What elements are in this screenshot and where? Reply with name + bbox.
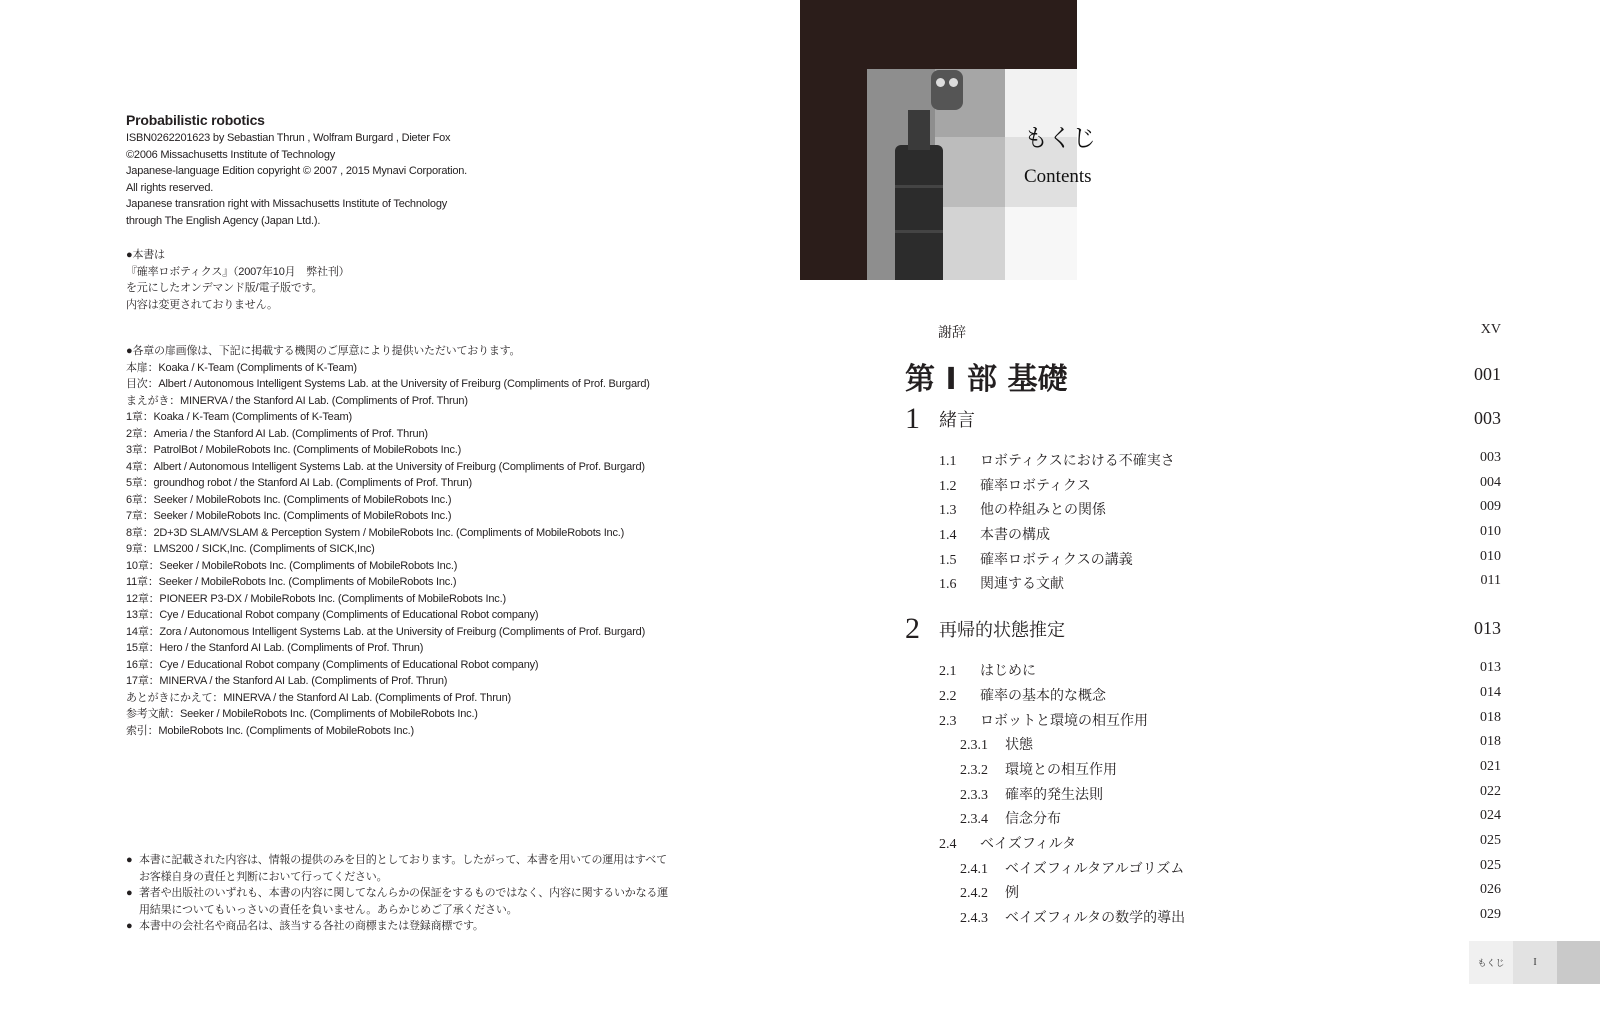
- credit-line: 2章：Ameria / the Stanford AI Lab. (Compliments of Prof. Thrun): [126, 427, 428, 440]
- credit-line: 15章：Hero / the Stanford AI Lab. (Compliments of Prof. Thrun): [126, 642, 424, 654]
- robot-head: [931, 70, 963, 110]
- toc-entry-page: 009: [1480, 499, 1501, 515]
- toc-entry-number: 2.3.1: [960, 738, 988, 754]
- credit-line: 6章：Seeker / MobileRobots Inc. (Compliments of MobileRobots Inc.): [126, 493, 452, 506]
- disclaimer-line: 本書中の会社名や商品名は、該当する各社の商標または登録商標です。: [139, 920, 484, 932]
- toc-part-page: 001: [1474, 364, 1501, 384]
- robot-body: [895, 145, 943, 280]
- page-footer-tab: [1469, 941, 1600, 984]
- book-title: Probabilistic robotics: [126, 112, 265, 128]
- disclaimer-item: [126, 918, 696, 935]
- image-credits: [126, 343, 650, 739]
- credit-line: 14章：Zora / Autonomous Intelligent Systems Lab. at the University of Freiburg (Compliments of Prof. Burgard): [126, 625, 646, 638]
- toc-entry-page: 014: [1480, 684, 1501, 700]
- toc-entry-number: 2.3.3: [960, 787, 988, 803]
- toc-entry-page: XV: [1480, 322, 1501, 337]
- robot-band: [895, 230, 943, 233]
- toc-entry-number: 1.3: [939, 503, 957, 519]
- toc-entry-title: ロボティクスにおける不確実さ: [980, 453, 1175, 469]
- toc-subsection[interactable]: [960, 808, 1501, 833]
- toc-entry-title: ベイズフィルタ: [980, 835, 1077, 852]
- toc-subsection[interactable]: [960, 882, 1501, 907]
- toc-subsection[interactable]: [960, 759, 1501, 784]
- notice-line: 内容は変更されておりません。: [126, 298, 278, 311]
- toc-part[interactable]: [905, 352, 1501, 400]
- credit-line: 本扉：Koaka / K-Team (Compliments of K-Team): [126, 361, 357, 374]
- toc-chapter-title: 緒言: [939, 410, 975, 431]
- toc-entry-title: ベイズフィルタアルゴリズム: [1005, 860, 1185, 877]
- toc-entry-number: 1.4: [939, 528, 957, 544]
- toc-entry-title: 状態: [1005, 737, 1033, 754]
- toc-section[interactable]: [939, 450, 1501, 475]
- toc-section[interactable]: [939, 475, 1501, 500]
- toc-entry-title: 確率の基本的な概念: [980, 687, 1106, 704]
- toc-entry-page: 021: [1480, 758, 1501, 774]
- robot-neck: [908, 110, 930, 150]
- toc-entry-number: 2.4.1: [960, 861, 988, 877]
- copyright-line: Japanese transration right with Missachusetts Institute of Technology: [126, 198, 448, 210]
- bullet-icon: ●: [126, 920, 133, 932]
- robot-band: [895, 185, 943, 188]
- toc-entry-title: 確率ロボティクス: [980, 477, 1091, 494]
- toc-entry-title: 謝辞: [938, 326, 966, 341]
- edition-notice: [126, 247, 349, 313]
- toc-chapter[interactable]: [905, 610, 1501, 648]
- toc-section[interactable]: [939, 573, 1501, 598]
- toc-entry-title: 信念分布: [1005, 811, 1061, 828]
- toc-section[interactable]: [939, 833, 1501, 858]
- toc-entry-page: 026: [1480, 882, 1501, 898]
- robot-eye: [949, 78, 958, 87]
- bullet-icon: ●: [126, 887, 133, 899]
- table-of-contents: [905, 322, 1501, 932]
- credit-line: 4章：Albert / Autonomous Intelligent Systems Lab. at the University of Freiburg (Compliments of Prof. Burgard): [126, 460, 645, 473]
- toc-entry-page: 025: [1480, 832, 1501, 848]
- copyright-line: through The English Agency (Japan Ltd.).: [126, 214, 321, 227]
- credit-line: 5章：groundhog robot / the Stanford AI Lab. (Compliments of Prof. Thrun): [126, 477, 472, 489]
- credit-line: 8章：2D+3D SLAM/VSLAM & Perception System / MobileRobots Inc. (Compliments of MobileRobots Inc.): [126, 526, 625, 539]
- toc-chapter[interactable]: [905, 400, 1501, 438]
- toc-entry-page: 018: [1480, 734, 1501, 750]
- toc-entry-title: 例: [1005, 885, 1019, 902]
- notice-line: ●本書は: [126, 249, 165, 261]
- notice-line: を元にしたオンデマンド版/電子版です。: [126, 282, 323, 294]
- credit-line: 参考文献：Seeker / MobileRobots Inc. (Compliments of MobileRobots Inc.): [126, 708, 478, 720]
- credit-line: まえがき：MINERVA / the Stanford AI Lab. (Compliments of Prof. Thrun): [126, 394, 468, 407]
- toc-entry-page: 013: [1480, 660, 1501, 676]
- credit-line: 目次：Albert / Autonomous Intelligent Systems Lab. at the University of Freiburg (Compliments of Prof. Burgard): [126, 378, 650, 390]
- toc-entry-title: 確率的発生法則: [1005, 786, 1103, 803]
- toc-section[interactable]: [939, 524, 1501, 549]
- credit-line: 11章：Seeker / MobileRobots Inc. (Compliments of MobileRobots Inc.): [126, 576, 457, 588]
- credit-line: 10章：Seeker / MobileRobots Inc. (Compliments of MobileRobots Inc.): [126, 559, 458, 572]
- copyright-info: [126, 130, 686, 229]
- credit-line: あとがきにかえて：MINERVA / the Stanford AI Lab. (Compliments of Prof. Thrun): [126, 691, 511, 704]
- toc-entry-title: 関連する文献: [980, 576, 1064, 593]
- credit-line: 1章：Koaka / K-Team (Compliments of K-Team): [126, 411, 352, 423]
- disclaimers: [126, 852, 696, 935]
- toc-entry-number: 1.2: [939, 478, 957, 494]
- footer-label: もくじ: [1469, 941, 1513, 984]
- toc-entry-number: 2.1: [939, 664, 957, 680]
- toc-entry-page: 004: [1480, 474, 1501, 490]
- toc-entry-page: 025: [1480, 857, 1501, 873]
- toc-chapter-number: 2: [905, 612, 920, 646]
- hero-tile: [1005, 207, 1077, 280]
- disclaimer-item: [126, 852, 696, 885]
- disclaimer-line: 本書に記載された内容は、情報の提供のみを目的としております。したがって、本書を用いての運用はすべて: [139, 854, 667, 866]
- credit-line: 3章：PatrolBot / MobileRobots Inc. (Compliments of MobileRobots Inc.): [126, 444, 462, 456]
- toc-entry-title: 確率ロボティクスの講義: [980, 551, 1133, 568]
- toc-entry-number: 2.3.4: [960, 812, 988, 828]
- footer-edge: [1557, 941, 1600, 984]
- disclaimer-item: [126, 885, 696, 918]
- credit-line: 索引：MobileRobots Inc. (Compliments of MobileRobots Inc.): [126, 724, 414, 737]
- page-number: I: [1513, 941, 1557, 984]
- copyright-line: Japanese-language Edition copyright © 2007 , 2015 Mynavi Corporation.: [126, 165, 468, 177]
- toc-entry-number: 2.3.2: [960, 762, 988, 778]
- toc-chapter-page: 013: [1474, 618, 1501, 639]
- toc-entry-page: 024: [1480, 808, 1501, 824]
- credits-heading: ●各章の扉画像は、下記に掲載する機関のご厚意により提供いただいております。: [126, 345, 521, 357]
- credit-line: 9章：LMS200 / SICK,Inc. (Compliments of SICK,Inc): [126, 543, 375, 555]
- credit-line: 13章：Cye / Educational Robot company (Compliments of Educational Robot company): [126, 609, 539, 621]
- credit-line: 17章：MINERVA / the Stanford AI Lab. (Compliments of Prof. Thrun): [126, 675, 448, 687]
- disclaimer-line: 著者や出版社のいずれも、本書の内容に関してなんらかの保証をするものではなく、内容に関するいかなる運: [139, 887, 668, 899]
- toc-entry-page: 010: [1480, 524, 1501, 540]
- toc-entry-title: 本書の構成: [980, 527, 1050, 544]
- toc-entry-page: 022: [1480, 783, 1501, 799]
- disclaimer-line: お客様自身の責任と判断において行ってください。: [139, 870, 388, 883]
- toc-entry-title: 他の枠組みとの関係: [980, 502, 1106, 519]
- bullet-icon: ●: [126, 854, 133, 866]
- toc-subsection[interactable]: [960, 784, 1501, 809]
- toc-part-title: 第 I 部 基礎: [905, 362, 1068, 397]
- toc-entry-page: 003: [1480, 450, 1501, 465]
- contents-title-en: Contents: [1024, 166, 1092, 187]
- toc-entry-number: 2.2: [939, 688, 957, 704]
- credit-line: 7章：Seeker / MobileRobots Inc. (Compliments of MobileRobots Inc.): [126, 510, 452, 522]
- toc-section[interactable]: [939, 499, 1501, 524]
- toc-chapter-page: 003: [1474, 408, 1501, 428]
- toc-entry-title: はじめに: [980, 663, 1036, 680]
- toc-entry-page: 011: [1480, 573, 1501, 589]
- toc-entry-title: 環境との相互作用: [1005, 761, 1117, 778]
- toc-entry-number: 1.6: [939, 577, 957, 593]
- toc-section[interactable]: [939, 685, 1501, 710]
- credit-line: 12章：PIONEER P3-DX / MobileRobots Inc. (Compliments of MobileRobots Inc.): [126, 592, 506, 605]
- credit-line: 16章：Cye / Educational Robot company (Compliments of Educational Robot company): [126, 658, 539, 671]
- copyright-line: ISBN0262201623 by Sebastian Thrun , Wolfram Burgard , Dieter Fox: [126, 132, 451, 144]
- toc-entry-title: ベイズフィルタの数学的導出: [1005, 910, 1186, 926]
- robot-eye: [936, 78, 945, 87]
- toc-subsection[interactable]: [960, 907, 1501, 932]
- hero-tile: [935, 207, 1005, 280]
- contents-title-jp: もくじ: [1024, 124, 1096, 152]
- toc-chapter-number: 1: [905, 402, 920, 435]
- toc-entry-number: 2.3: [939, 713, 957, 729]
- toc-section[interactable]: [939, 660, 1501, 685]
- toc-entry-number: 1.5: [939, 552, 957, 568]
- toc-subsection[interactable]: [960, 734, 1501, 759]
- toc-entry-number: 2.4.3: [960, 911, 988, 926]
- toc-section[interactable]: [939, 710, 1501, 735]
- notice-line: 『確率ロボティクス』（2007年10月 弊社刊）: [126, 265, 350, 278]
- disclaimer-line: 用結果についてもいっさいの責任を負いません。あらかじめご了承ください。: [139, 903, 518, 916]
- copyright-line: ©2006 Missachusetts Institute of Technology: [126, 148, 336, 161]
- toc-section[interactable]: [939, 549, 1501, 574]
- copyright-line: All rights reserved.: [126, 181, 214, 194]
- toc-entry-number: 2.4.2: [960, 886, 988, 902]
- toc-entry-number: 1.1: [939, 454, 957, 469]
- toc-chapter-title: 再帰的状態推定: [939, 620, 1065, 642]
- toc-subsection[interactable]: [960, 858, 1501, 883]
- toc-acknowledgments[interactable]: [905, 322, 1501, 352]
- colophon: [126, 112, 686, 229]
- toc-entry-page: 018: [1480, 709, 1501, 725]
- toc-entry-title: ロボットと環境の相互作用: [980, 712, 1148, 729]
- toc-entry-number: 2.4: [939, 836, 957, 852]
- hero-tile: [935, 137, 1005, 207]
- toc-entry-page: 010: [1480, 548, 1501, 564]
- toc-entry-page: 029: [1480, 907, 1501, 922]
